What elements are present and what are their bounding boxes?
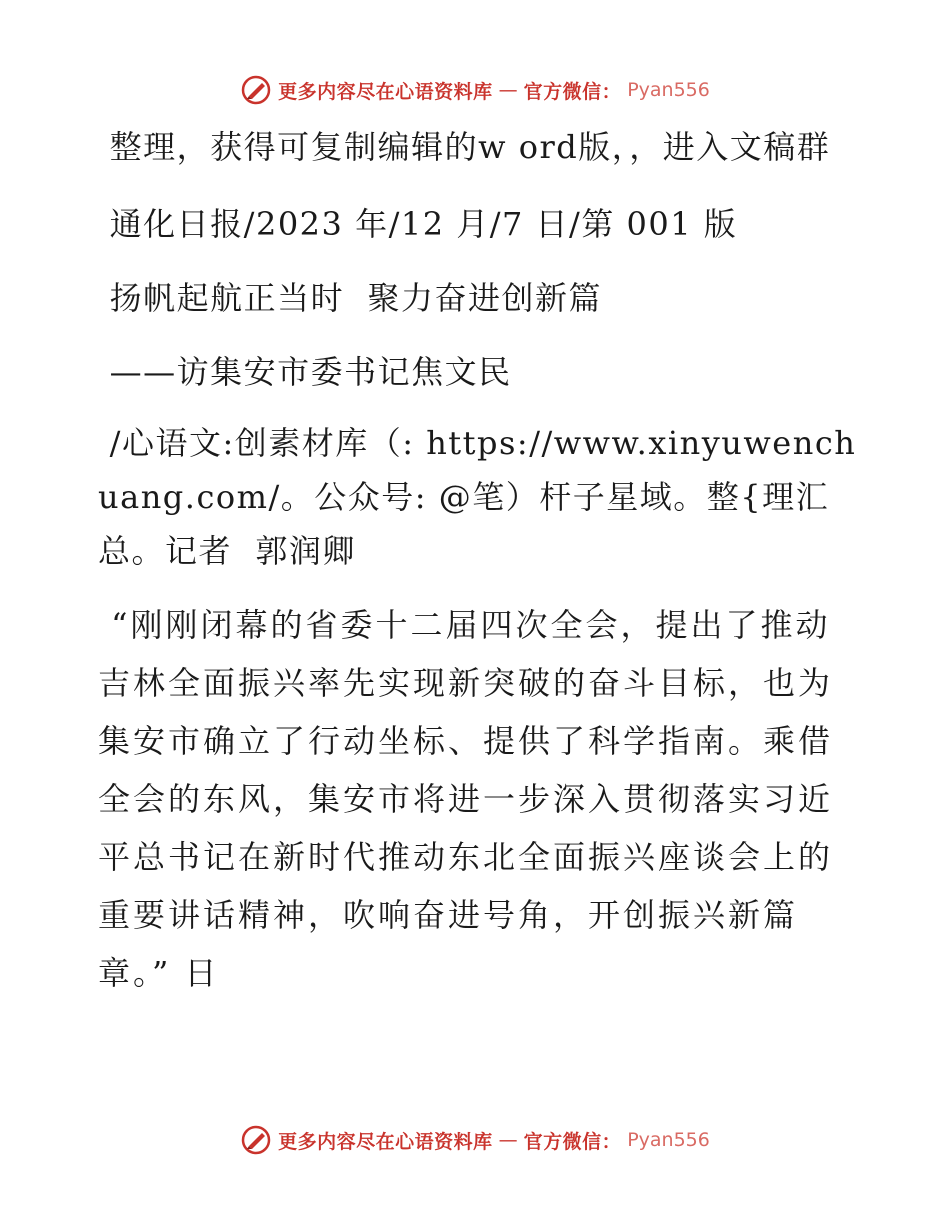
brush-logo-icon [240,1124,272,1156]
article-subtitle: ——访集安市委书记焦文民 [98,353,512,391]
banner-wechat-id: Pyan556 [627,79,710,101]
credit-line: /心语文:创素材库（: https://www.xinyuwenchuang.com/。公众号: @笔）杆子星域。整{理汇总。记者 郭润卿 [98,424,857,570]
article-paragraph: “刚刚闭幕的省委十二届四次全会，提出了推动吉林全面振兴率先实现新突破的奋斗目标，也为集安市确立了行动坐标、提供了科学指南。乘借全会的东风，集安市将进一步深入贯彻落实习近平总书记在新时代推动东北全面振兴座谈会上的重要讲话精神，吹响奋进号角，开创振兴新篇章。” 日 [98,606,834,992]
footer-banner [0,1120,950,1160]
banner-wechat-label: 官方微信： [523,80,622,103]
source-line: 通化日报/2023 年/12 月/7 日/第 001 版 [98,205,738,243]
header-banner [0,70,950,110]
document-body [98,120,858,1002]
banner-wechat-label: 官方微信： [523,1130,622,1153]
banner-separator: — [498,1129,518,1151]
banner-main-text: 更多内容尽在心语资料库 [278,80,493,103]
banner-main-text: 更多内容尽在心语资料库 [278,1130,493,1153]
article-title: 扬帆起航正当时 聚力奋进创新篇 [98,279,603,317]
brush-logo-icon [240,74,272,106]
banner-separator: — [498,79,518,101]
intro-line: 整理，获得可复制编辑的w ord版，，进入文稿群 [98,128,831,166]
banner-wechat-id: Pyan556 [627,1129,710,1151]
